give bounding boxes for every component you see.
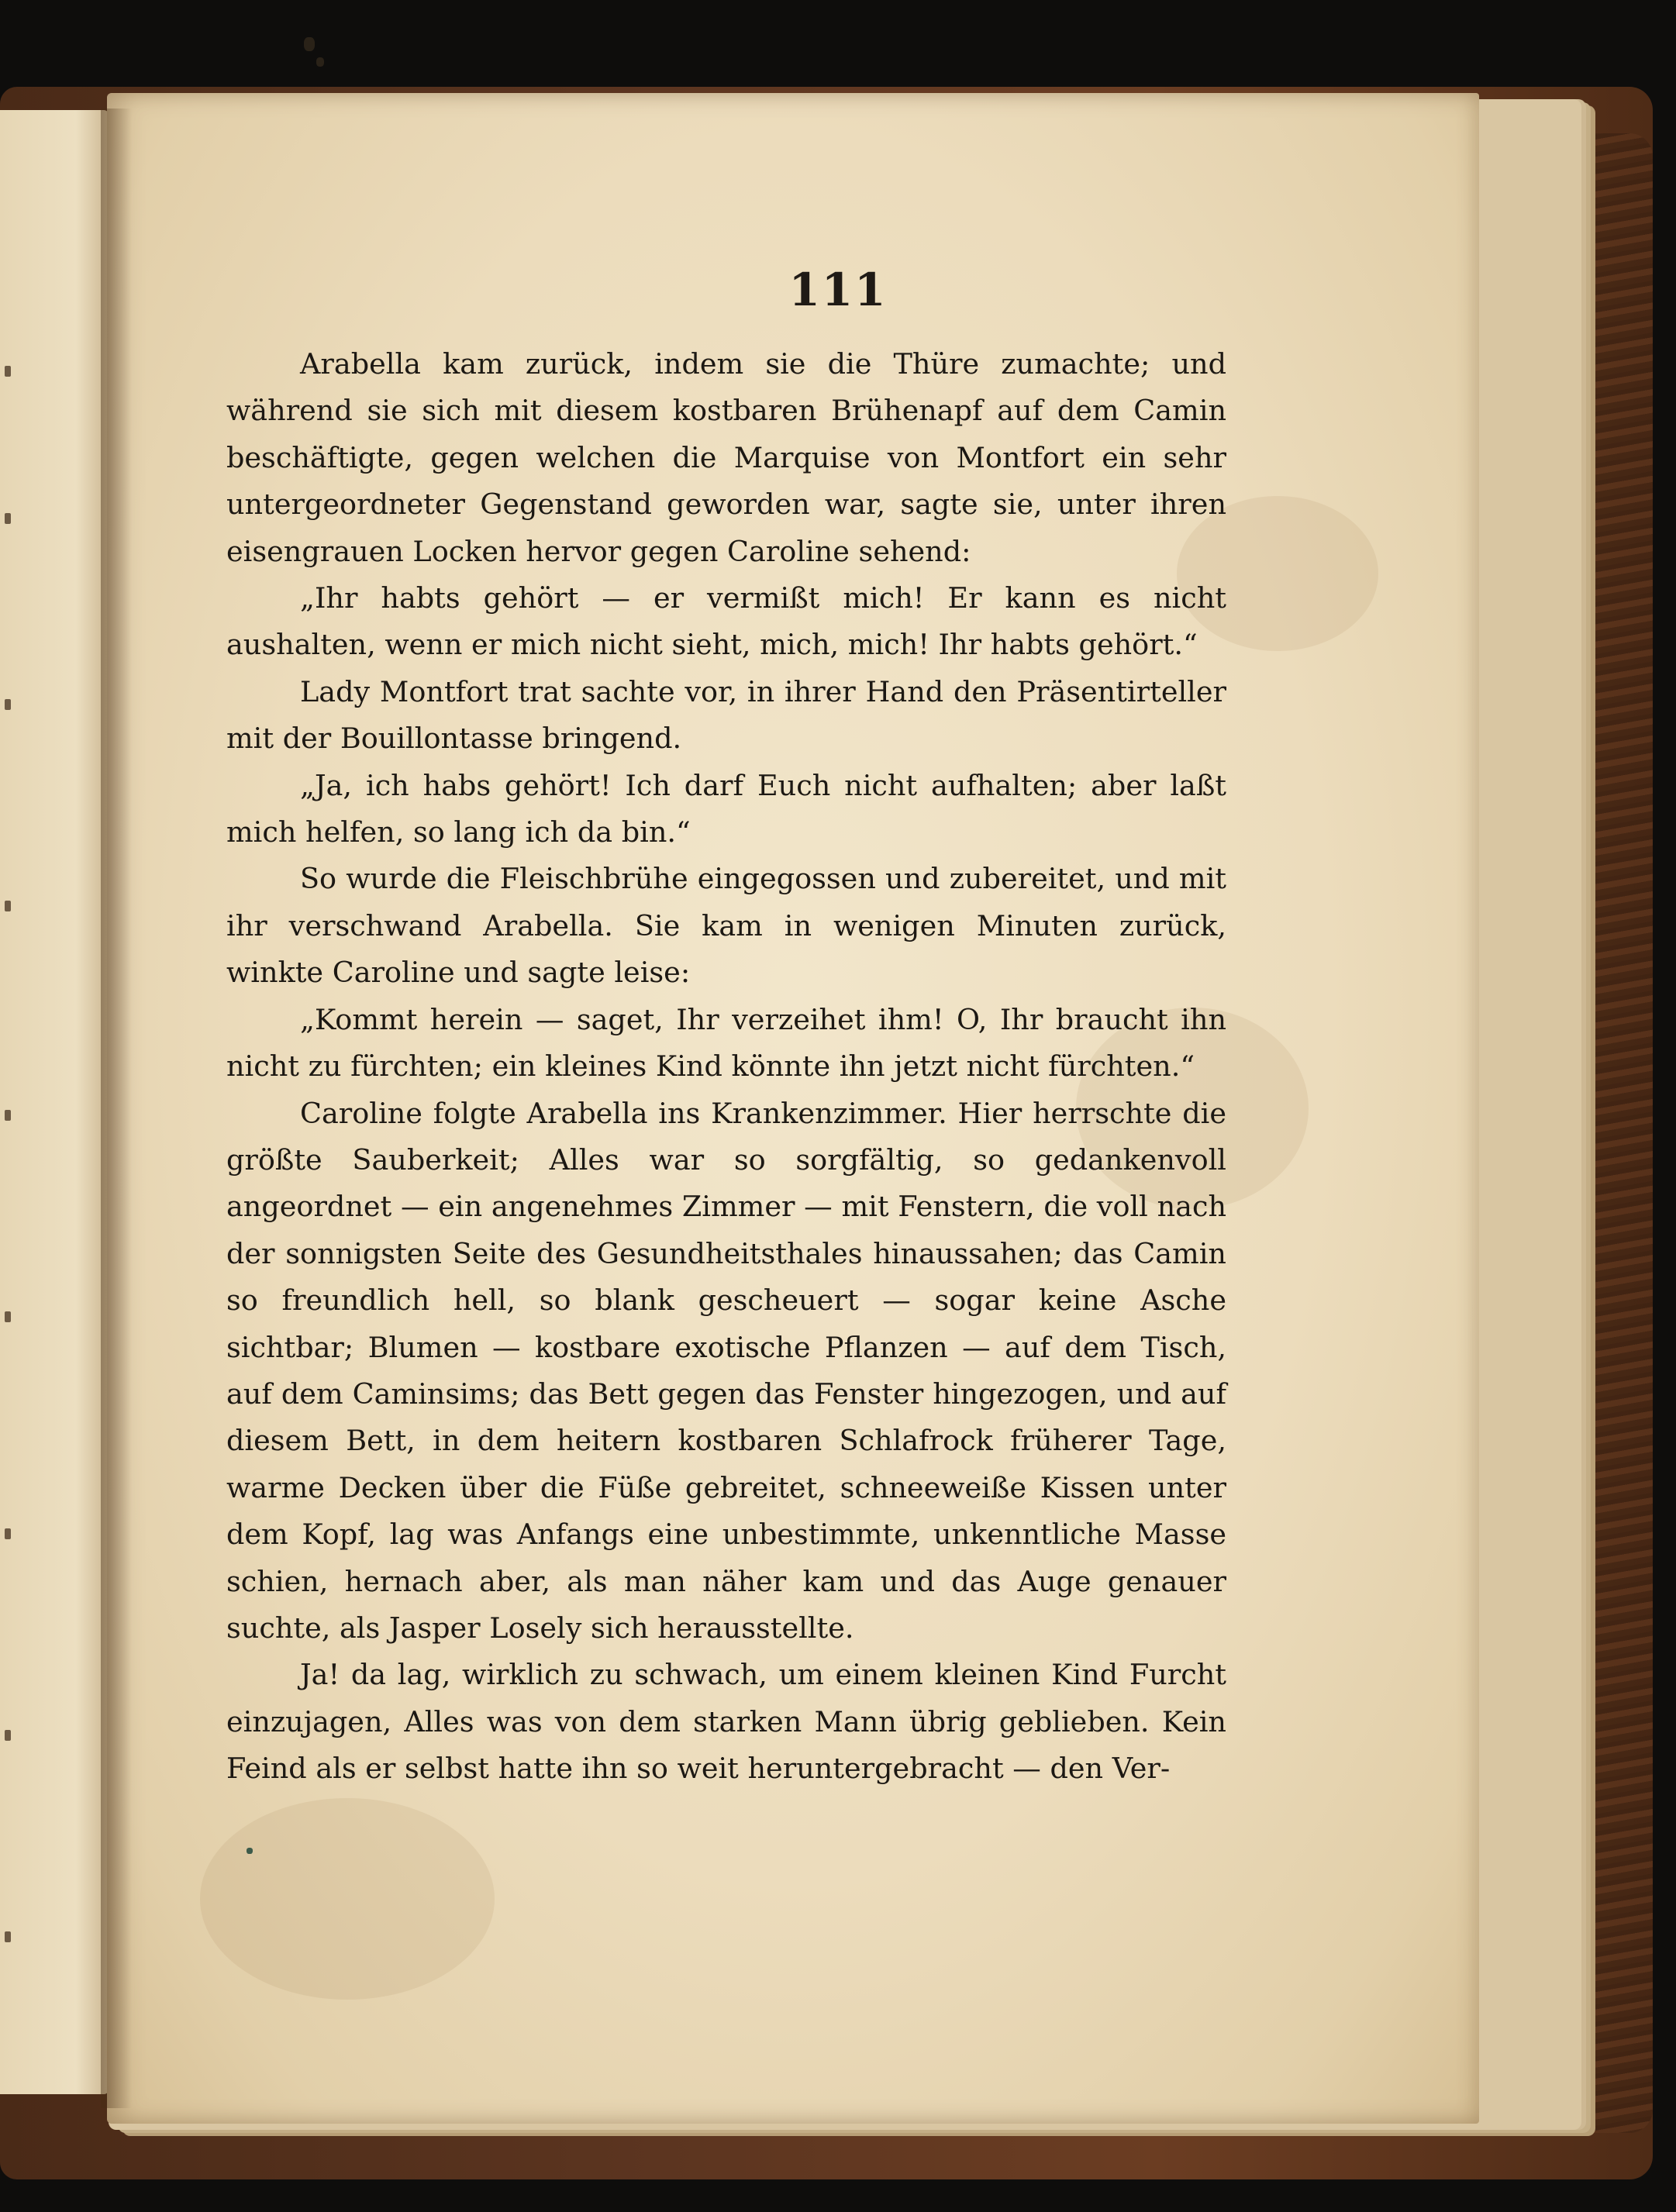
paragraph: „Ihr habts gehört — er vermißt mich! Er kann es nicht aushalten, wenn er mich nicht sieht, mich, mich! Ihr habts gehört.“ xyxy=(226,581,1226,662)
speck xyxy=(304,37,315,51)
left-page-text-fragment xyxy=(5,901,11,911)
paragraph: Ja! da lag, wirklich zu schwach, um einem kleinen Kind Furcht einzujagen, Alles was von dem starken Mann übrig geblieben. Kein Feind als er selbst hatte ihn so weit heruntergebracht — den Ver- xyxy=(226,1658,1226,1786)
paper-stain xyxy=(200,1798,495,2000)
page-number: 111 xyxy=(788,264,888,316)
left-page-text-fragment xyxy=(5,1730,11,1741)
speck xyxy=(247,1848,253,1854)
left-page-text-fragment xyxy=(5,1931,11,1942)
paragraph: „Ja, ich habs gehört! Ich darf Euch nicht aufhalten; aber laßt mich helfen, so lang ich da bin.“ xyxy=(226,768,1226,849)
left-page-text-fragment xyxy=(5,366,11,377)
left-page-text-fragment xyxy=(5,699,11,710)
left-page-text-fragment xyxy=(5,1311,11,1322)
paragraph: Lady Montfort trat sachte vor, in ihrer Hand den Präsentirteller mit der Bouillontasse bringend. xyxy=(226,674,1226,756)
left-page-text-fragment xyxy=(5,1110,11,1121)
gutter-shadow xyxy=(101,109,132,2108)
paragraph: „Kommt herein — saget, Ihr verzeihet ihm! O, Ihr braucht ihn nicht zu fürchten; ein kleines Kind könnte ihn jetzt nicht fürchten.“ xyxy=(226,1002,1226,1084)
left-page-text-fragment xyxy=(5,513,11,524)
left-page-text-fragment xyxy=(5,1528,11,1539)
paragraph: Caroline folgte Arabella ins Krankenzimmer. Hier herrschte die größte Sauberkeit; Alles war so sorgfältig, so gedankenvoll angeordnet — ein angenehmes Zimmer — mit Fenstern, die voll nach der sonnigsten Seite des Gesundheitsthales hinaussahen; das Camin so freundlich hell, so blank gescheuert — sogar keine Asche sichtbar; Blumen — kostbare exotische Pflanzen — auf dem Tisch, auf dem Caminsims; das Bett gegen das Fenster hingezogen, und auf diesem Bett, in dem heitern kostbaren Schlafrock früherer Tage, warme Decken über die Füße gebreitet, schneeweiße Kissen unter dem Kopf, lag was Anfangs eine unbestimmte, unkenntliche Masse schien, hernach aber, als man näher kam und das Auge genauer suchte, als Jasper Losely sich herausstellte. xyxy=(226,1096,1226,1645)
body-text xyxy=(226,341,1226,1793)
paragraph: Arabella kam zurück, indem sie die Thüre zumachte; und während sie sich mit diesem kostbaren Brühenapf auf dem Camin beschäftigte, gegen welchen die Marquise von Montfort ein sehr untergeordneter Gegenstand geworden war, sagte sie, unter ihren eisengrauen Locken hervor gegen Caroline sehend: xyxy=(226,347,1226,568)
paragraph: So wurde die Fleischbrühe eingegossen und zubereitet, und mit ihr verschwand Arabella. Sie kam in wenigen Minuten zurück, winkte Caroline und sagte leise: xyxy=(226,862,1226,990)
speck xyxy=(316,57,324,67)
left-page-edge xyxy=(0,110,109,2094)
